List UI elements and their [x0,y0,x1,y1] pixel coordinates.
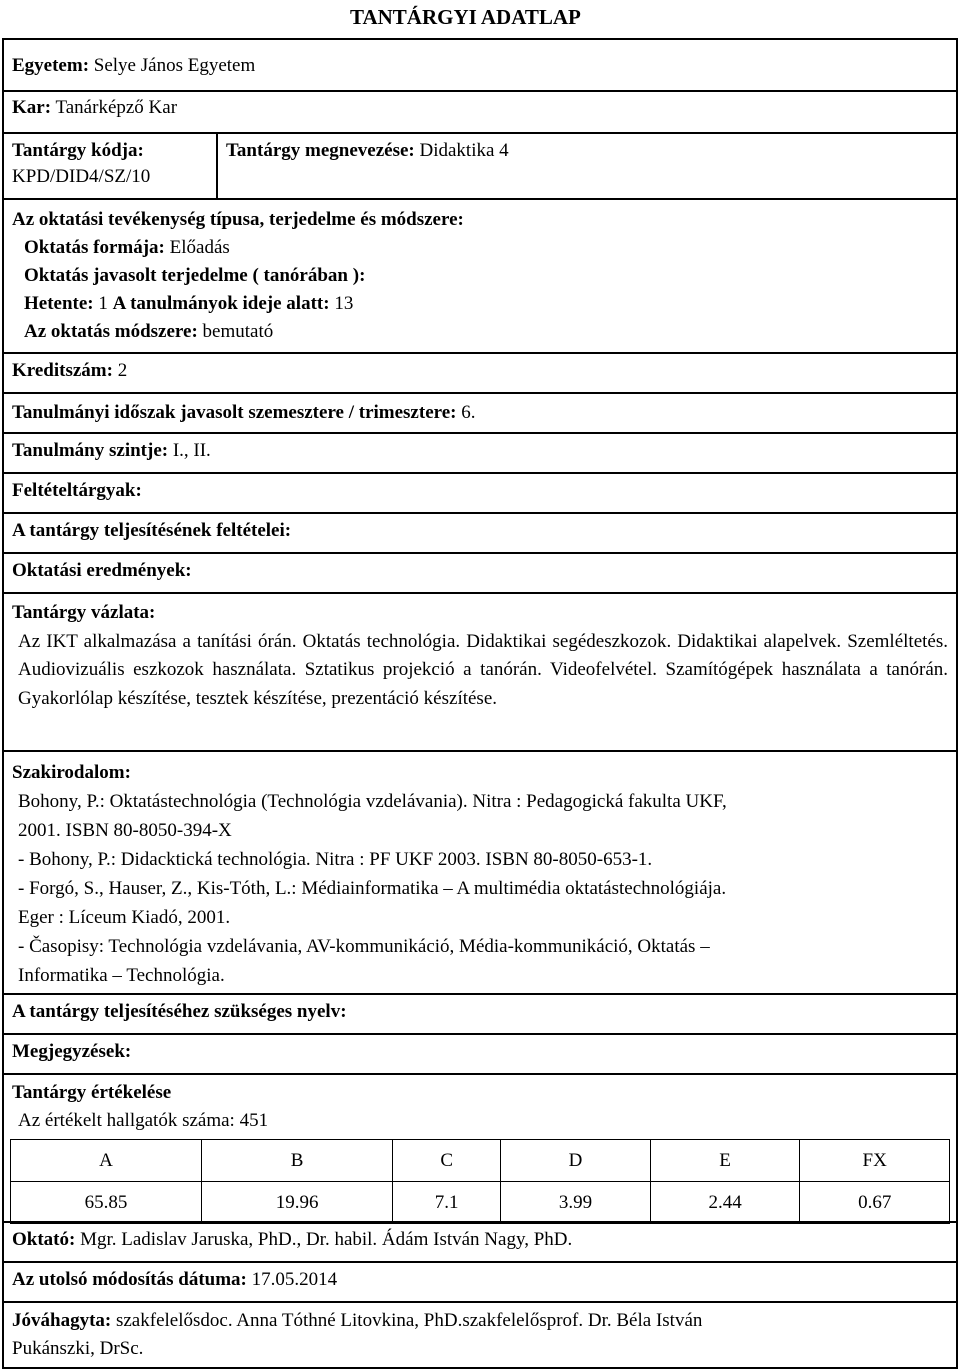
weekly-label: Hetente: [24,293,94,314]
activity-heading: Az oktatási tevékenység típusa, terjedelme és módszere: [12,209,464,230]
university-value: Selye János Egyetem [93,55,256,76]
students-count: Az értékelt hallgatók száma: 451 [18,1110,269,1131]
weekly-value: 1 [98,293,108,314]
grade-cell: D [501,1140,651,1182]
approved-line2: Pukánszki, DrSc. [12,1338,144,1359]
literature-item: Bohony, P.: Oktatástechnológia (Technológia vzdelávania). Nitra : Pedagogická fakulta UKF, [18,791,727,812]
grades-header-row [11,1140,950,1182]
evaluation-label: Tantárgy értékelése [12,1082,172,1103]
course-name [226,138,509,164]
percentage-cell: 3.99 [501,1182,651,1224]
university-row [4,52,956,81]
teacher-label: Oktató: [12,1229,76,1250]
grade-cell: E [650,1140,800,1182]
total-value: 13 [334,293,354,314]
activity-section [4,198,956,352]
document-title: TANTÁRGYI ADATLAP [350,5,581,29]
language-row: A tantárgy teljesítéséhez szükséges nyelv: [4,993,956,1033]
evaluation-section [4,1073,956,1221]
data-sheet-frame [2,38,958,1369]
faculty-label: Kar: [12,97,52,118]
conditions-row: A tantárgy teljesítésének feltételei: [4,512,956,552]
outline-section [4,592,956,750]
percentage-cell: 2.44 [650,1182,800,1224]
grade-cell: B [202,1140,393,1182]
grades-values-row [11,1182,950,1224]
percentage-cell: 65.85 [11,1182,202,1224]
credits-label: Kreditszám: [12,360,113,381]
percentage-cell: 7.1 [393,1182,501,1224]
university-label: Egyetem: [12,55,90,76]
outline-text: Az IKT alkalmazása a tanítási órán. Oktatás technológia. Didaktikai segédeszkozok. Didaktikai alapelvek. Szemléltetés. Audiovizuális eszkozok használata. Sztatikus projekció a tanórán. Videofelvétel. Szamítógépek használata a tanórán. Gyakorlólap készítése, tesztek készítése, prezentáció készítése. [18,630,948,709]
course-name-label: Tantárgy megnevezése: [226,140,415,161]
credits-row [4,352,956,392]
method-label: Az oktatás módszere: [24,321,198,342]
course-code-label: Tantárgy kódja: [12,140,144,161]
course-divider [216,134,218,198]
literature-item: - Bohony, P.: Didacktická technológia. Nitra : PF UKF 2003. ISBN 80-8050-653-1. [18,849,653,870]
percentage-cell: 19.96 [202,1182,393,1224]
literature-item: - Časopisy: Technológia vzdelávania, AV-kommunikáció, Média-kommunikáció, Oktatás – [18,936,710,957]
grades-table [10,1139,950,1224]
literature-item: 2001. ISBN 80-8050-394-X [18,820,232,841]
semester-label: Tanulmányi időszak javasolt szemesztere / trimesztere: [12,402,457,423]
modified-label: Az utolsó módosítás dátuma: [12,1269,247,1290]
form-value: Előadás [169,237,230,258]
modified-value: 17.05.2014 [251,1269,338,1290]
teacher-row [4,1221,956,1261]
course-row [4,132,956,198]
level-value: I., II. [172,440,211,461]
grade-cell: FX [800,1140,950,1182]
prerequisites-row: Feltételtárgyak: [4,472,956,512]
course-code-value: KPD/DID4/SZ/10 [12,166,151,187]
form-label: Oktatás formája: [24,237,165,258]
percentage-cell: 0.67 [800,1182,950,1224]
literature-item: Eger : Líceum Kiadó, 2001. [18,907,231,928]
level-label: Tanulmány szintje: [12,440,169,461]
grade-cell: A [11,1140,202,1182]
literature-item: - Forgó, S., Hauser, Z., Kis-Tóth, L.: Médiainformatika – A multimédia oktatástechnológiája. [18,878,727,899]
literature-item: Informatika – Technológia. [18,965,225,986]
level-row [4,432,956,472]
credits-value: 2 [117,360,128,381]
modified-row [4,1261,956,1301]
approved-label: Jóváhagyta: [12,1310,112,1331]
teacher-value: Mgr. Ladislav Jaruska, PhD., Dr. habil. Ádám István Nagy, PhD. [80,1229,573,1250]
outline-label: Tantárgy vázlata: [12,602,156,623]
approved-line1: szakfelelősdoc. Anna Tóthné Litovkina, PhD.szakfelelősprof. Dr. Béla István [115,1310,703,1331]
notes-row: Megjegyzések: [4,1033,956,1073]
scope-label: Oktatás javasolt terjedelme ( tanórában ): [24,265,366,286]
total-label: A tanulmányok ideje alatt: [112,293,330,314]
semester-value: 6. [461,402,476,423]
grade-cell: C [393,1140,501,1182]
outcomes-row: Oktatási eredmények: [4,552,956,592]
course-name-value: Didaktika 4 [419,140,509,161]
literature-section [4,750,956,1000]
semester-row [4,392,956,432]
literature-label: Szakirodalom: [12,762,131,783]
faculty-value: Tanárképző Kar [55,97,178,118]
approval-row [4,1301,956,1367]
method-value: bemutató [202,321,274,342]
faculty-row [4,90,956,132]
